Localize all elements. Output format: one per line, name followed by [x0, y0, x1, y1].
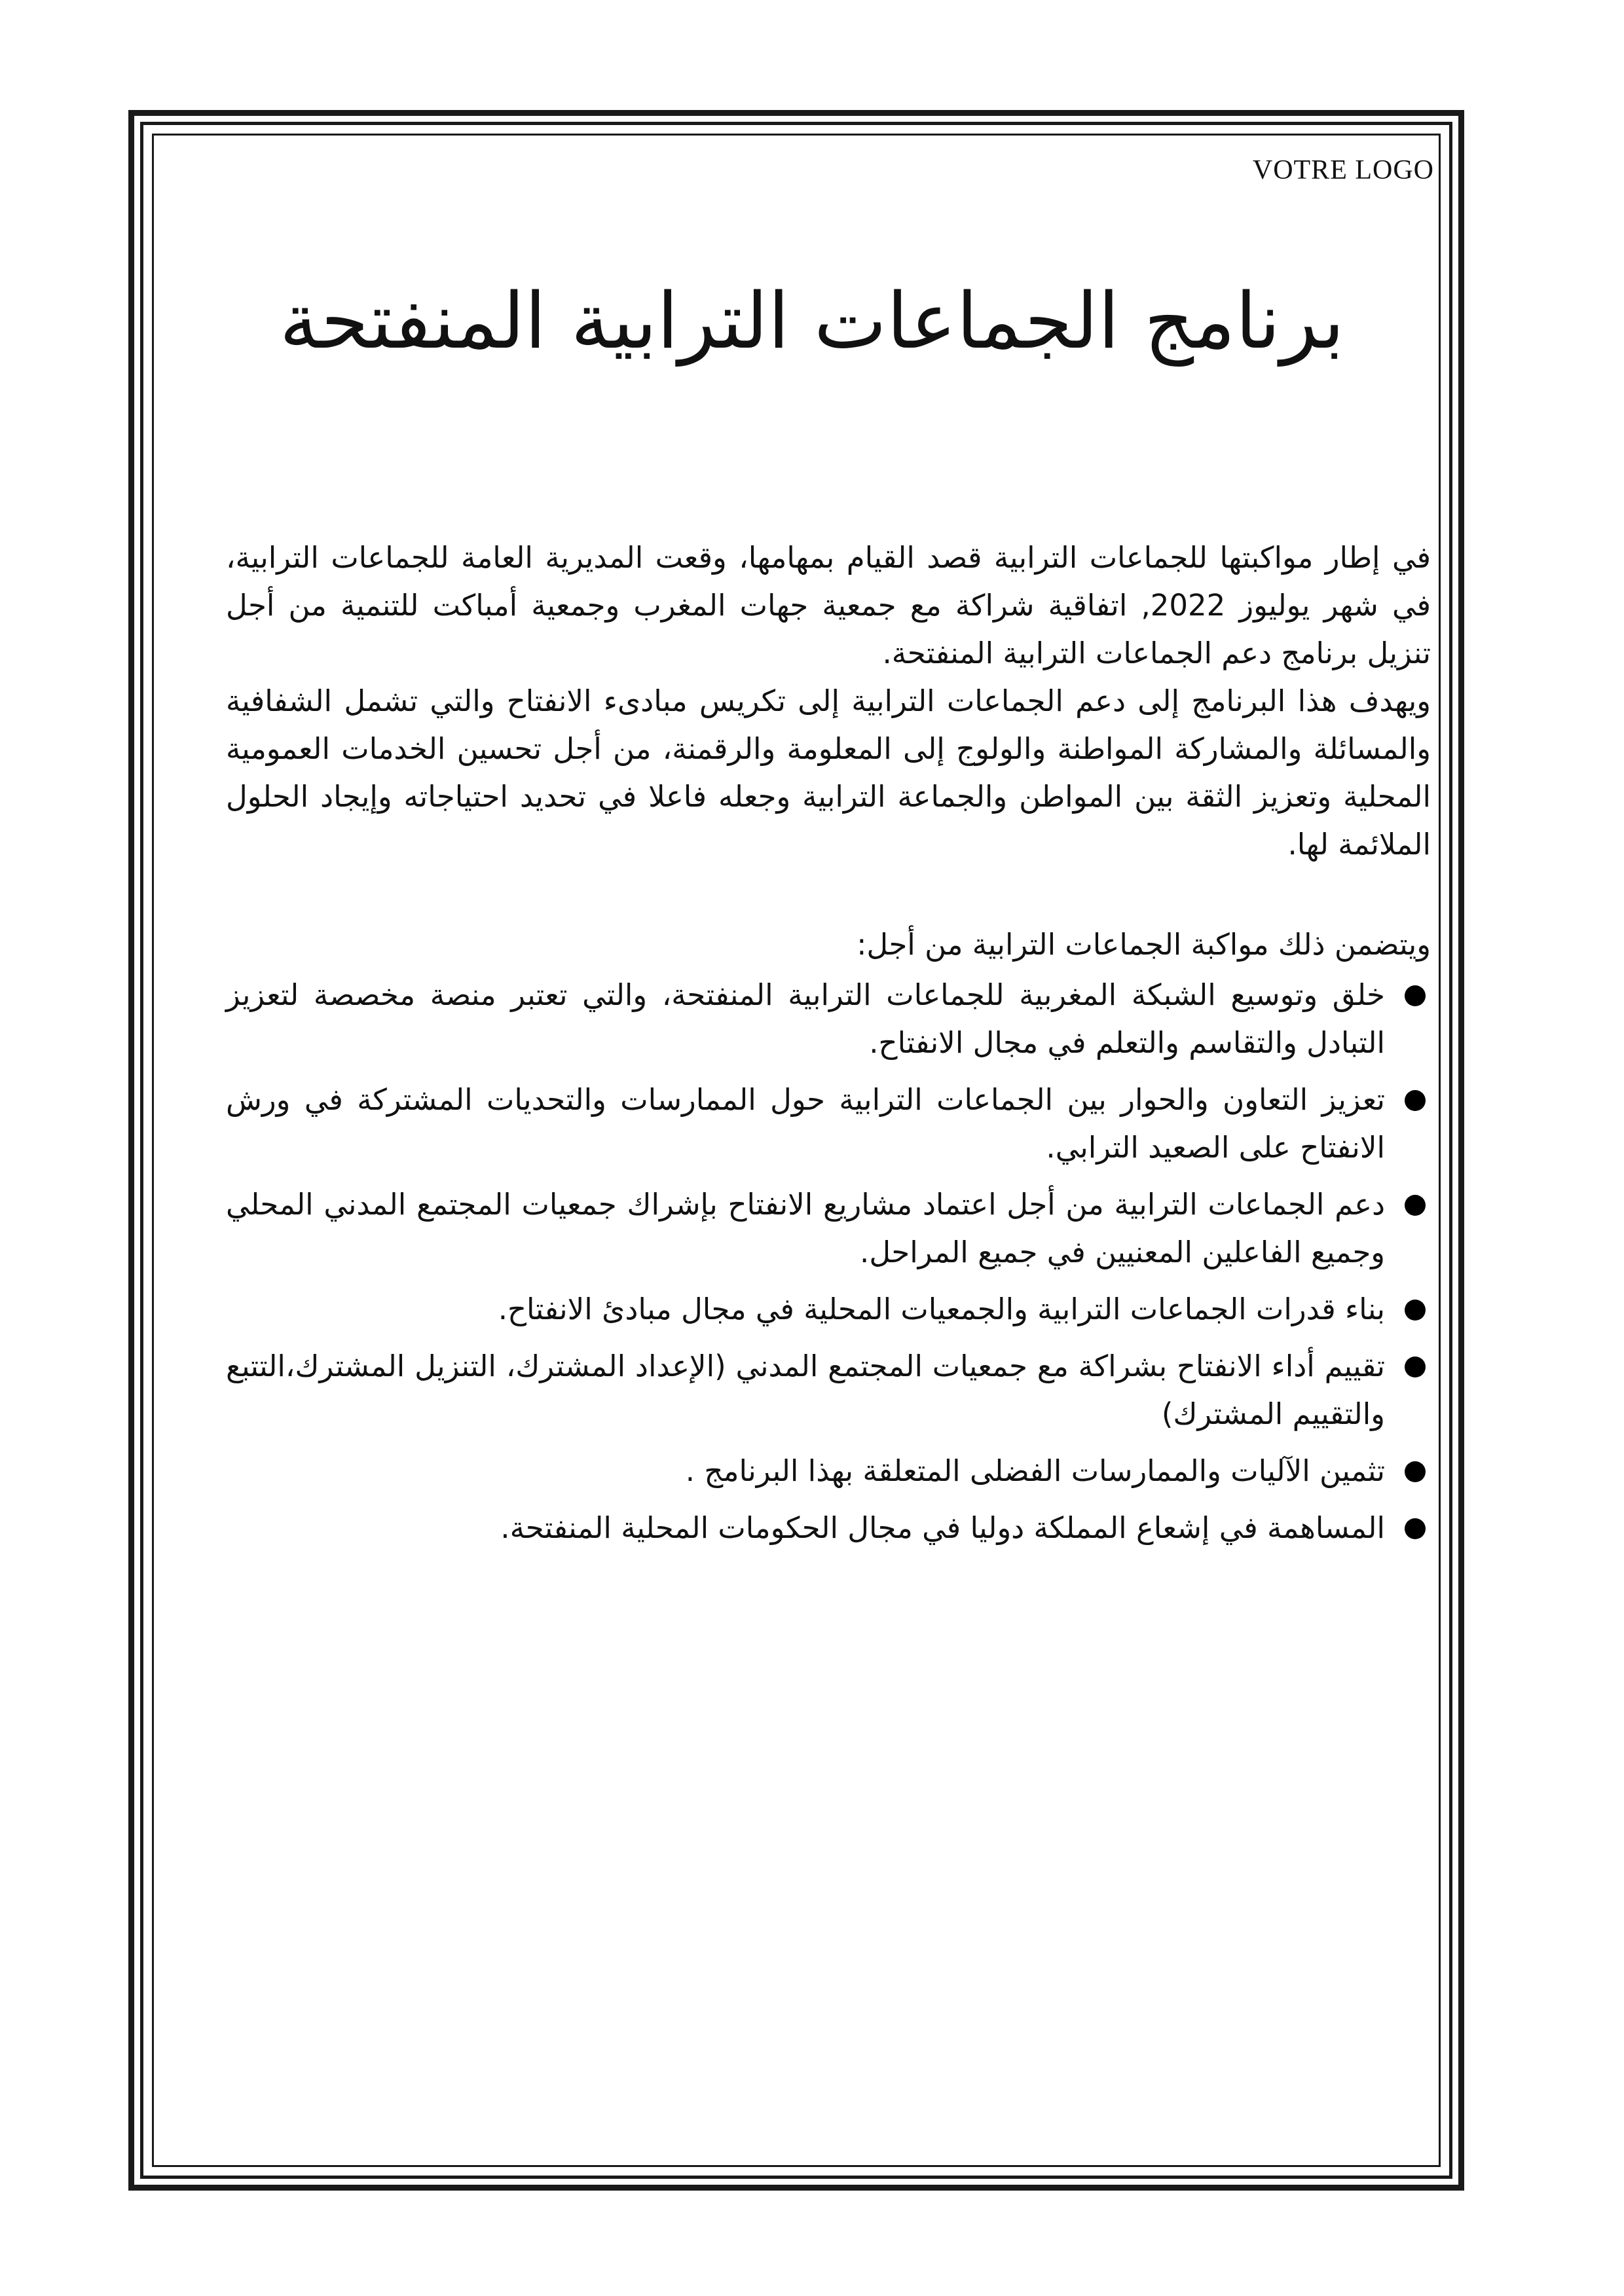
list-item-text: خلق وتوسيع الشبكة المغربية للجماعات الترابية المنفتحة، والتي تعتبر منصة مخصصة لتعزيز التبادل والتقاسم والتعلم في مجال الانفتاح.	[226, 977, 1385, 1060]
list-item	[226, 1504, 1431, 1552]
list-item-text: بناء قدرات الجماعات الترابية والجمعيات المحلية في مجال مبادئ الانفتاح.	[498, 1292, 1385, 1326]
list-item	[226, 1447, 1431, 1495]
list-item	[226, 1285, 1431, 1333]
list-item-text: تعزيز التعاون والحوار بين الجماعات الترابية حول الممارسات والتحديات المشتركة في ورش الانفتاح على الصعيد الترابي.	[226, 1082, 1385, 1165]
list-item-text: تثمين الآليات والممارسات الفضلى المتعلقة بهذا البرنامج .	[685, 1453, 1385, 1488]
objectives-list	[226, 971, 1431, 1552]
paragraph-context: في إطار مواكبتها للجماعات الترابية قصد القيام بمهامها، وقعت المديرية العامة للجماعات الترابية، في شهر يوليوز 2022, اتفاقية شراكة مع جمعية جهات المغرب وجمعية أمباكت للتنمية من أجل تنزيل برنامج دعم الجماعات الترابية المنفتحة.	[226, 540, 1431, 670]
list-item-text: تقييم أداء الانفتاح بشراكة مع جمعيات المجتمع المدني (الإعداد المشترك، التنزيل المشترك،التتبع والتقييم المشترك)	[226, 1349, 1385, 1431]
bullet-icon	[1405, 1461, 1426, 1482]
bullet-icon	[1405, 1357, 1426, 1377]
bullet-icon	[1405, 985, 1426, 1006]
bullet-icon	[1405, 1090, 1426, 1111]
list-item	[226, 1076, 1431, 1171]
list-item	[226, 1180, 1431, 1276]
list-item-text: دعم الجماعات الترابية من أجل اعتماد مشاريع الانفتاح بإشراك جمعيات المجتمع المدني المحلي وجميع الفاعلين المعنيين في جميع المراحل.	[226, 1187, 1385, 1269]
list-item-text: المساهمة في إشعاع المملكة دوليا في مجال الحكومات المحلية المنفتحة.	[500, 1510, 1385, 1545]
logo-placeholder: VOTRE LOGO	[1252, 155, 1434, 185]
bullet-icon	[1405, 1300, 1426, 1321]
bullet-icon	[1405, 1195, 1426, 1216]
list-intro: ويتضمن ذلك مواكبة الجماعات الترابية من أجل:	[857, 927, 1431, 962]
list-item	[226, 971, 1431, 1066]
bullet-icon	[1405, 1518, 1426, 1539]
list-item	[226, 1342, 1431, 1438]
page-title: برنامج الجماعات الترابية المنفتحة	[279, 276, 1345, 366]
paragraph-objective: ويهدف هذا البرنامج إلى دعم الجماعات الترابية إلى تكريس مبادىء الانفتاح والتي تشمل الشفافية والمسائلة والمشاركة المواطنة والولوج إلى المعلومة والرقمنة، من أجل تحسين الخدمات العمومية المحلية وتعزيز الثقة بين المواطن والجماعة الترابية وجعله فاعلا في تحديد احتياجاته وإيجاد الحلول الملائمة لها.	[226, 683, 1431, 862]
document-body	[226, 534, 1431, 1561]
